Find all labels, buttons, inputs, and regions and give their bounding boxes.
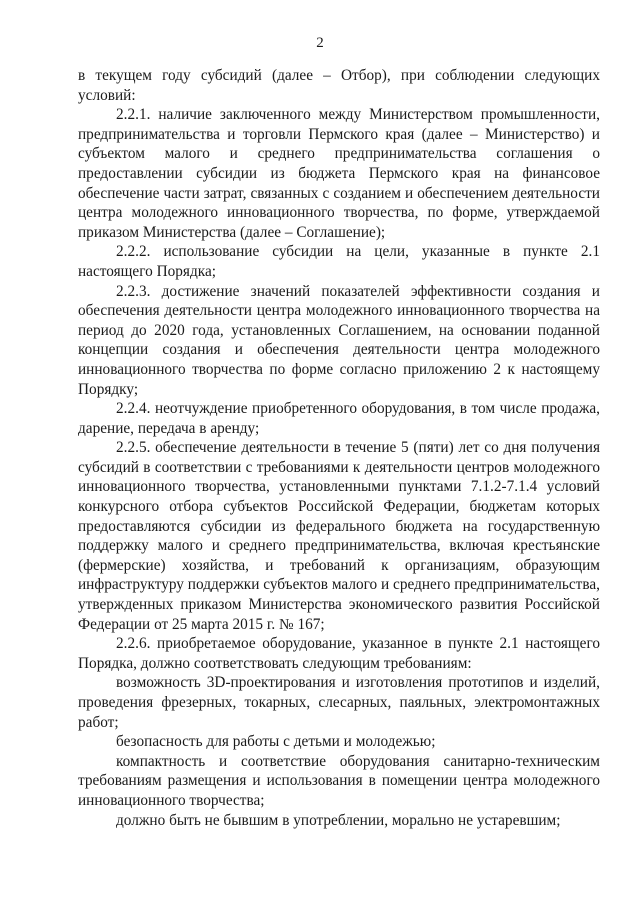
requirement-3d-prototyping: возможность 3D-проектирования и изготовления прототипов и изделий, проведения фрезерных, токарных, слесарных, паяльных, электромонтажных работ; [78,674,600,731]
paragraph-2-2-1: 2.2.1. наличие заключенного между Министерством промышленности, предпринимательства и торговли Пермского края (далее – Министерство) и субъектом малого и среднего предпринимательства соглашения о предоставлении субсидии из бюджета Пермского края на финансовое обеспечение части затрат, связанных с созданием и обеспечением деятельности центра молодежного инновационного творчества, по форме, утверждаемой приказом Министерства (далее – Соглашение); [78,106,600,241]
paragraph-2-2-2: 2.2.2. использование субсидии на цели, указанные в пункте 2.1 настоящего Порядка; [78,243,600,280]
paragraph-2-2-6: 2.2.6. приобретаемое оборудование, указанное в пункте 2.1 настоящего Порядка, должно соответствовать следующим требованиям: [78,635,600,672]
document-body [78,66,600,830]
paragraph-2-2-5: 2.2.5. обеспечение деятельности в течение 5 (пяти) лет со дня получения субсидий в соответствии с требованиями к деятельности центров молодежного инновационного творчества, установленными пунктами 7.1.2-7.1.4 условий конкурсного отбора субъектов Российской Федерации, бюджетам которых предоставляются субсидии из федерального бюджета на государственную поддержку малого и среднего предпринимательства, включая крестьянские (фермерские) хозяйства, и требований к организациям, образующим инфраструктуру поддержки субъектов малого и среднего предпринимательства, утвержденных приказом Министерства экономического развития Российской Федерации от 25 марта 2015 г. № 167; [78,439,600,633]
requirement-safety: безопасность для работы с детьми и молодежью; [116,733,436,751]
requirement-new-equipment: должно быть не бывшим в употреблении, морально не устаревшим; [116,811,561,829]
requirement-compactness: компактность и соответствие оборудования санитарно-техническим требованиям размещения и использования в помещении центра молодежного инновационного творчества; [78,752,600,809]
paragraph-continuation: в текущем году субсидий (далее – Отбор), при соблюдении следующих условий: [78,67,600,104]
paragraph-2-2-4: 2.2.4. неотчуждение приобретенного оборудования, в том числе продажа, дарение, передача в аренду; [78,400,600,437]
paragraph-2-2-3: 2.2.3. достижение значений показателей эффективности создания и обеспечения деятельности центра молодежного инновационного творчества на период до 2020 года, установленных Соглашением, на основании поданной концепции создания и обеспечения деятельности центра молодежного инновационного творчества по форме согласно приложению 2 к настоящему Порядку; [78,282,600,398]
page-number: 2 [316,35,324,51]
